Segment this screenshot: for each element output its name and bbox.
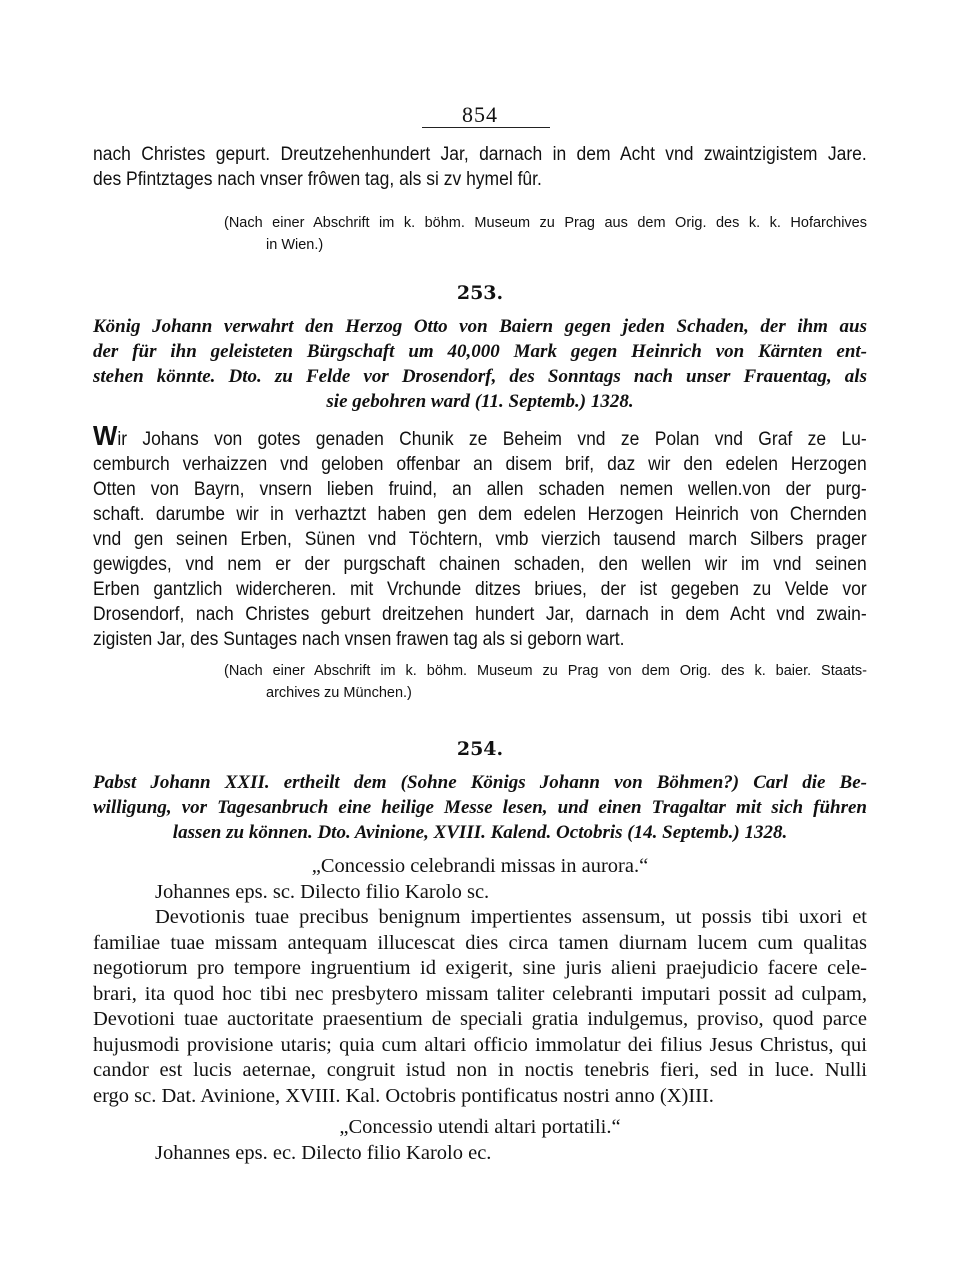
title-concessio-utendi: „Concessio utendi altari portatili.“ — [339, 1116, 621, 1138]
body-254-line-7: candor est lucis aeternae, congruit istud non in noctis tenebris fieri, sed in luce. Nulli — [93, 1059, 867, 1081]
dropcap-w: W — [93, 420, 118, 451]
heading-254-line-3: lassen zu können. Dto. Avinione, XVIII. Kalend. Octobris (14. Septemb.) 1328. — [172, 822, 788, 843]
source-note-253 — [224, 660, 867, 704]
body-253-line-7: Erben gantzlich widercheren. mit Vrchunde ditzes briues, der ist gegeben zu Velde vor — [93, 579, 867, 600]
body-253-line-5: vnd gen seinen Erben, Sünen vnd Töchtern, vmb vierzich tausend march Silbers prager — [93, 529, 867, 550]
body-253-line-4: schaft. darumbe wir in verhaztzt haben gen dem edelen Herzogen Heinrich von Chernden — [93, 504, 867, 525]
source-note-1-line-2: in Wien.) — [266, 237, 324, 253]
body-254-line-3: negotiorum pro tempore ingruentium id exigerit, sine juris alieni praejudicio facere cele- — [93, 957, 867, 979]
title-concessio-celebrandi: „Concessio celebrandi missas in aurora.“ — [311, 855, 649, 877]
body-254-line-5: Devotioni tuae auctoritate praesentium de speciali gratia indulgemus, proviso, quod parce — [93, 1008, 867, 1030]
intro-line-2: des Pfintztages nach vnser frôwen tag, als si zv hymel fûr. — [93, 169, 542, 190]
source-note-1-line-1: (Nach einer Abschrift im k. böhm. Museum zu Prag aus dem Orig. des k. k. Hofarchives — [224, 215, 867, 231]
body-253 — [93, 420, 867, 652]
heading-253-line-3: stehen könnte. Dto. zu Felde vor Drosendorf, des Sonntags nach unser Frauentag, als — [93, 366, 867, 387]
heading-253-line-1: König Johann verwahrt den Herzog Otto von Baiern gegen jeden Schaden, der ihm aus — [93, 316, 867, 337]
heading-253-line-4: sie gebohren ward (11. Septemb.) 1328. — [326, 391, 634, 412]
source-note-1 — [224, 212, 867, 256]
salutation-2: Johannes eps. ec. Dilecto filio Karolo ec. — [155, 1141, 492, 1164]
heading-253-line-2: der für ihn geleisteten Bürgschaft um 40,000 Mark gegen Heinrich von Kärnten ent- — [93, 341, 867, 362]
body-253-line-6: gewigdes, vnd nem er der purgschaft chainen schaden, den wellen wir im vnd seinen — [93, 554, 867, 575]
body-254-line-6: hujusmodi provisione utaris; quia cum altari officio immolatur dei filius Jesus Christus, qui — [93, 1033, 867, 1056]
heading-254-line-1: Pabst Johann XXII. ertheilt dem (Sohne Königs Johann von Böhmen?) Carl die Be- — [93, 772, 867, 793]
body-254-line-2: familiae tuae missam antequam illucescat dies circa tamen diurnam lucem cum qualitas — [93, 931, 867, 954]
source-note-253-line-2: archives zu München.) — [266, 685, 412, 701]
header-rule — [422, 127, 550, 128]
heading-254 — [93, 770, 867, 845]
source-note-253-line-1: (Nach einer Abschrift im k. böhm. Museum zu Prag von dem Orig. des k. baier. Staats- — [224, 663, 867, 679]
body-254-line-1: Devotionis tuae precibus benignum impertientes assensum, ut possis tibi uxori et — [155, 906, 867, 928]
page-number: 854 — [462, 102, 498, 127]
document-number-254: 254. — [456, 738, 504, 760]
body-254-line-8: ergo sc. Dat. Avinione, XVIII. Kal. Octobris pontificatus nostri anno (X)III. — [93, 1084, 714, 1107]
body-253-line-9: zigisten Jar, des Suntages nach vnsen frawen tag als si geborn wart. — [93, 629, 625, 650]
body-253-line-1-text: ir Johans von gotes genaden Chunik ze Beheim vnd ze Polan vnd Graf ze Lu- — [117, 429, 867, 450]
document-number-253: 253. — [456, 282, 504, 304]
salutation-1: Johannes eps. sc. Dilecto filio Karolo sc. — [155, 880, 490, 903]
intro-text — [93, 142, 867, 192]
body-253-line-1 — [93, 420, 867, 452]
heading-253 — [93, 314, 867, 414]
body-253-line-8: Drosendorf, nach Christes geburt dreitzehen hundert Jar, darnach in dem Acht vnd zwain- — [93, 604, 867, 625]
body-253-line-2: cemburch verhaizzen vnd geloben offenbar an disem brif, daz wir den edelen Herzogen — [93, 454, 867, 475]
body-254-line-4: brari, ita quod hoc tibi nec presbytero missam taliter celebranti imputari possit ad culpam, — [93, 982, 867, 1005]
body-253-line-3: Otten von Bayrn, vnsern lieben fruind, an allen schaden nemen wellen.von der purg- — [93, 479, 867, 500]
intro-line-1: nach Christes gepurt. Dreutzehenhundert Jar, darnach in dem Acht vnd zwaintzigistem Jare. — [93, 144, 867, 165]
heading-254-line-2: willigung, vor Tagesanbruch eine heilige Messe lesen, und einen Tragaltar mit sich führen — [93, 797, 867, 818]
body-254 — [93, 854, 867, 1166]
